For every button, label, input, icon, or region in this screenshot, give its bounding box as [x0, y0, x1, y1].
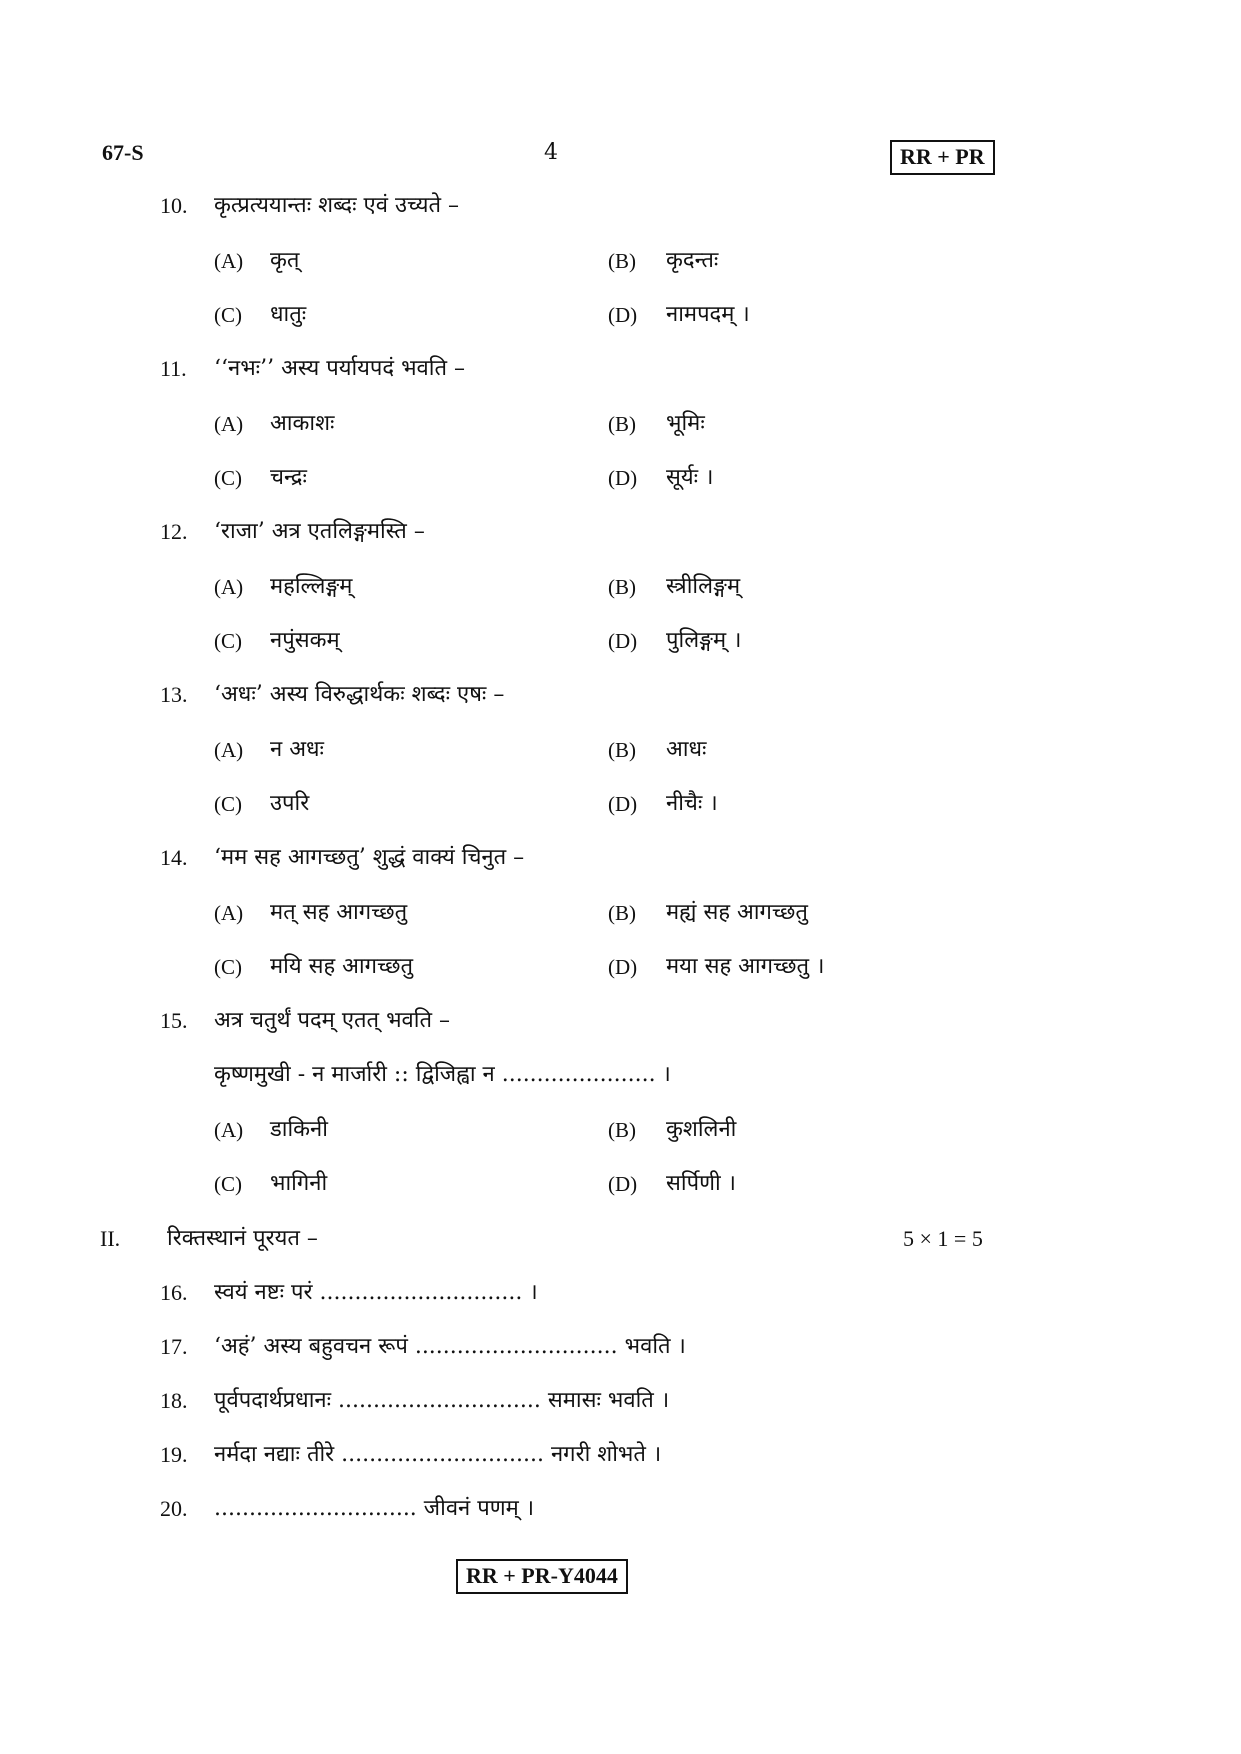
question-16: [0, 1279, 1241, 1311]
question-text: ‘अहं’ अस्य बहुवचन रूपं ............................. भवति ।: [214, 1334, 686, 1359]
question-text: ‘‘नभः’’ अस्य पर्यायपदं भवति –: [214, 356, 466, 381]
question-text: पूर्वपदार्थप्रधानः ............................. समासः भवति ।: [214, 1388, 670, 1413]
question-text: ............................. जीवनं पणम् ।: [214, 1496, 535, 1521]
option-label: (C): [214, 303, 242, 327]
question-15: [0, 1007, 1241, 1039]
option-label: (C): [214, 629, 242, 653]
option-text: मयि सह आगच्छतु: [270, 954, 414, 979]
options-row: [0, 410, 1241, 442]
question-20: [0, 1495, 1241, 1527]
option-label: (A): [214, 1118, 244, 1142]
question-text: कृत्प्रत्ययान्तः शब्दः एवं उच्यते –: [214, 193, 460, 218]
option-text: उपरि: [270, 791, 310, 816]
question-text: नर्मदा नद्याः तीरे ............................. नगरी शोभते ।: [214, 1442, 662, 1467]
option-label: (D): [608, 1172, 638, 1196]
question-18: [0, 1387, 1241, 1419]
option-text: धातुः: [270, 302, 307, 327]
options-row: [0, 627, 1241, 659]
question-number: 19.: [160, 1442, 188, 1467]
question-14: [0, 844, 1241, 876]
option-label: (B): [608, 738, 636, 762]
option-label: (B): [608, 412, 636, 436]
option-text: डाकिनी: [270, 1117, 328, 1142]
option-label: (A): [214, 738, 244, 762]
question-number: 12.: [160, 519, 188, 544]
option-text: नामपदम् ।: [666, 302, 750, 327]
section-title: रिक्तस्थानं पूरयत –: [167, 1226, 318, 1251]
section-marks: 5 × 1 = 5: [903, 1226, 983, 1251]
option-label: (C): [214, 792, 242, 816]
options-row: [0, 899, 1241, 931]
option-label: (D): [608, 466, 638, 490]
options-row: [0, 301, 1241, 333]
option-label: (A): [214, 249, 244, 273]
option-text: मया सह आगच्छतु ।: [666, 954, 825, 979]
question-12: [0, 518, 1241, 550]
option-label: (D): [608, 792, 638, 816]
analogy-line: [0, 1061, 1241, 1093]
option-text: आधः: [666, 737, 707, 762]
options-row: [0, 790, 1241, 822]
option-text: भूमिः: [666, 411, 705, 436]
option-text: स्त्रीलिङ्गम्: [666, 574, 741, 599]
question-text: ‘मम सह आगच्छतु’ शुद्धं वाक्यं चिनुत –: [214, 845, 525, 870]
option-label: (D): [608, 303, 638, 327]
question-13: [0, 681, 1241, 713]
option-label: (A): [214, 575, 244, 599]
options-row: [0, 953, 1241, 985]
option-text: कृदन्तः: [666, 248, 719, 273]
section-heading: [0, 1225, 1241, 1257]
options-row: [0, 1116, 1241, 1148]
question-number: 20.: [160, 1496, 188, 1521]
question-number: 16.: [160, 1280, 188, 1305]
option-text: भागिनी: [270, 1171, 328, 1196]
option-text: आकाशः: [270, 411, 335, 436]
option-label: (D): [608, 955, 638, 979]
question-number: 13.: [160, 682, 188, 707]
question-17: [0, 1333, 1241, 1365]
series-box: RR + PR: [890, 140, 995, 175]
option-text: सूर्यः ।: [666, 465, 714, 490]
footer-code-box: RR + PR-Y4044: [456, 1559, 628, 1594]
question-text: ‘राजा’ अत्र एतलिङ्गमस्ति –: [214, 519, 425, 544]
paper-code: 67-S: [102, 140, 144, 165]
option-text: कुशलिनी: [666, 1117, 737, 1142]
question-10: [0, 192, 1241, 224]
option-text: चन्द्रः: [270, 465, 307, 490]
option-label: (C): [214, 466, 242, 490]
option-label: (A): [214, 412, 244, 436]
question-text: ‘अधः’ अस्य विरुद्धार्थकः शब्दः एषः –: [214, 682, 505, 707]
question-text: अत्र चतुर्थं पदम् एतत् भवति –: [214, 1008, 451, 1033]
option-label: (A): [214, 901, 244, 925]
option-label: (B): [608, 249, 636, 273]
option-text: न अधः: [270, 737, 324, 762]
option-text: नपुंसकम्: [270, 628, 340, 653]
page-number: 4: [544, 140, 558, 165]
analogy-text: कृष्णमुखी - न मार्जारी :: द्विजिह्वा न ...................... ।: [214, 1062, 671, 1087]
section-number: II.: [100, 1226, 121, 1251]
options-row: [0, 1170, 1241, 1202]
option-label: (B): [608, 901, 636, 925]
option-text: पुलिङ्गम् ।: [666, 628, 742, 653]
question-number: 10.: [160, 193, 188, 218]
question-number: 18.: [160, 1388, 188, 1413]
options-row: [0, 573, 1241, 605]
option-text: नीचैः ।: [666, 791, 718, 816]
option-label: (B): [608, 1118, 636, 1142]
question-number: 17.: [160, 1334, 188, 1359]
question-number: 15.: [160, 1008, 188, 1033]
option-label: (B): [608, 575, 636, 599]
options-row: [0, 736, 1241, 768]
question-text: स्वयं नष्टः परं ............................. ।: [214, 1280, 538, 1305]
option-label: (D): [608, 629, 638, 653]
question-11: [0, 355, 1241, 387]
options-row: [0, 247, 1241, 279]
option-text: सर्पिणी ।: [666, 1171, 737, 1196]
question-number: 11.: [160, 356, 187, 381]
question-19: [0, 1441, 1241, 1473]
option-text: कृत्: [270, 248, 300, 273]
option-label: (C): [214, 1172, 242, 1196]
option-text: मत् सह आगच्छतु: [270, 900, 408, 925]
option-text: मह्यं सह आगच्छतु: [666, 900, 808, 925]
options-row: [0, 464, 1241, 496]
question-number: 14.: [160, 845, 188, 870]
option-text: महल्लिङ्गम्: [270, 574, 353, 599]
option-label: (C): [214, 955, 242, 979]
